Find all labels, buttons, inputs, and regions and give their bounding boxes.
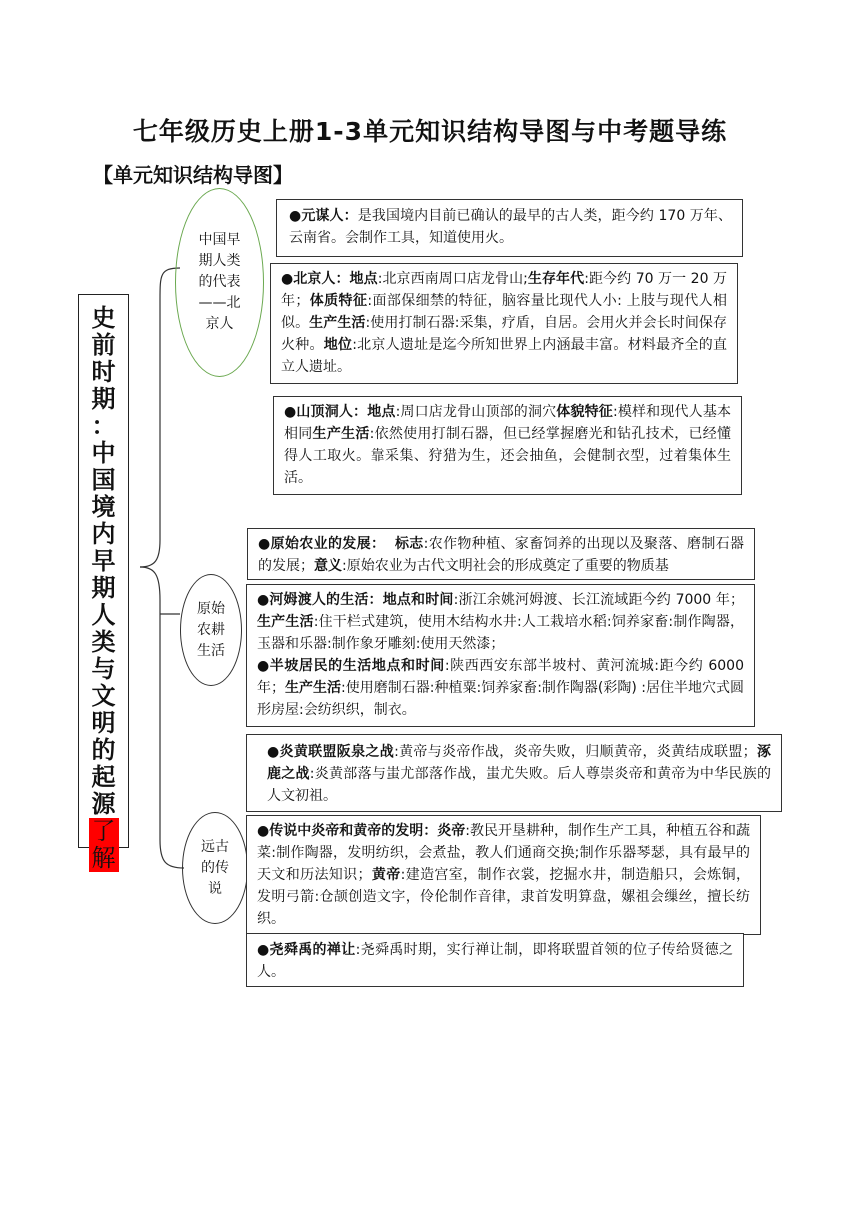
heading-hemudu-life: 生产生活: [257, 614, 314, 630]
text-peking-physique: :面部保细禁的特征，脑容量比现代人小: 上肢与现代人相似。: [281, 293, 727, 331]
text-zhuolu: :炎黄部落与蚩尤部落作战，蚩尤失败。后人尊崇炎帝和黄帝为中华民族的人文初祖。: [267, 766, 771, 804]
text-cave-appearance: :模样和现代人基本相同: [284, 404, 732, 442]
heading-peking-life: 生产生活: [309, 315, 366, 331]
main-topic-box: [78, 294, 129, 872]
box-peking-man: [270, 263, 738, 384]
text-hemudu-life: :住干栏式建筑，使用木结构水井:人工栽培水稻:饲养家畜:制作陶器，玉器和乐器:制作象牙雕刻:使用天然漆；: [257, 614, 744, 652]
branch-label-line: 远古: [201, 838, 229, 855]
heading-yandi: ●传说中炎帝和黄帝的发明：炎帝: [257, 823, 466, 839]
text-yandi: :教民开垦耕种，制作生产工具，种植五谷和蔬菜:制作陶器，发明纺织，会煮盐，教人们通商交换;制作乐器琴瑟，具有最早的天文和历法知识；: [257, 823, 751, 883]
text-banpo-life: :使用磨制石器:种植粟:饲养家畜:制作陶器(彩陶) :居住半地穴式圆形房屋:会纺织织，制衣。: [257, 680, 745, 718]
lower-brace: [140, 567, 184, 868]
box-abdication: [246, 933, 744, 987]
upper-brace: [140, 268, 180, 567]
box-yuanmou-man: [276, 199, 743, 257]
text-agri-meaning: :原始农业为古代文明社会的形成奠定了重要的物质基: [342, 558, 669, 574]
main-topic-char: 期: [91, 574, 116, 602]
main-topic-char: 前: [91, 331, 116, 359]
heading-cave-life: 生产生活: [312, 426, 370, 442]
heading-peking-era: 生存年代: [527, 271, 585, 287]
branch-label-line: 的代表: [198, 274, 241, 290]
main-topic-char: 类: [91, 628, 116, 656]
main-topic-char: 源: [91, 790, 116, 818]
main-topic-char: 境: [91, 493, 116, 521]
text-banpo-location: :陕西西安东部半坡村、黄河流城:距今约 6000 年；: [257, 658, 745, 696]
main-topic-char: 的: [91, 736, 116, 764]
text-shanrang: :尧舜禹时期，实行禅让制，即将联盟首领的位子传给贤德之人。: [257, 942, 733, 980]
main-topic-char: 起: [91, 763, 116, 791]
branch-label-line: 的传: [201, 859, 229, 876]
branch-label-line: 原始: [197, 600, 225, 617]
branch-label-line: 中国早: [198, 232, 241, 248]
section-heading: 【单元知识结构导图】: [93, 163, 293, 187]
heading-banquan: ●炎黄联盟阪泉之战: [267, 744, 395, 760]
box-inventions: [246, 815, 761, 935]
main-topic-char: 期: [91, 385, 116, 413]
heading-yuanmou: ●元谋人：: [289, 208, 358, 224]
main-topic-char: 中: [91, 439, 116, 467]
text-yuanmou: 是我国境内目前已确认的最早的古人类，距今约 170 万年、云南省。会制作工具，知道使用火。: [289, 208, 733, 246]
main-topic-char: 文: [91, 682, 116, 710]
box-upper-cave-man: [273, 396, 742, 495]
heading-cave-appearance: 体貌特征: [556, 404, 613, 420]
branch-label-line: 期人类: [198, 253, 241, 269]
branch-label-legends: [201, 837, 229, 900]
branch-ellipse-legends: [182, 812, 248, 924]
heading-peking-location: ●北京人：地点: [281, 271, 378, 287]
heading-shanrang: ●尧舜禹的禅让: [257, 942, 356, 958]
branch-ellipse-agriculture: [180, 574, 242, 686]
text-agri-sign: :农作物种植、家畜饲养的出现以及聚落、磨制石器的发展；: [258, 536, 745, 574]
main-topic-char: 明: [91, 709, 116, 737]
main-topic-char: 国: [91, 466, 116, 494]
box-battles: [246, 734, 782, 812]
heading-banpo: ●半坡居民的生活地点和时间: [257, 658, 445, 674]
heading-peking-status: 地位: [323, 337, 353, 353]
text-peking-life: :使用打制石器:采集，疗盾，自居。会用火并会长时间保存火种。: [281, 315, 728, 353]
text-huangdi: :建造宫室，制作衣裳，挖掘水井，制造船只，会炼铜，发明弓箭:仓颉创造文字，伶伦制作音律，隶首发明算盘，嫘祖会缫丝，擅长纺织。: [257, 867, 751, 927]
heading-peking-physique: 体质特征: [309, 293, 368, 309]
text-peking-location: :北京西南周口店龙骨山;: [377, 271, 528, 287]
main-topic-char: 内: [91, 520, 116, 548]
main-topic-char: ：: [91, 412, 116, 440]
heading-banpo-life: 生产生活: [285, 680, 342, 696]
text-cave-life: :依然使用打制石器，但已经掌握磨光和钻孔技术，已经懂得人工取火。靠采集、狩猎为生，还会抽鱼，会健制衣型，过着集体生活。: [284, 426, 732, 486]
branch-label-line: 生活: [197, 642, 225, 659]
text-peking-era: :距今约 70 万一 20 万年；: [281, 271, 728, 309]
document-title: 七年级历史上册1-3单元知识结构导图与中考题导练: [132, 117, 728, 146]
text-banquan: :黄帝与炎帝作战，炎帝失败，归顺黄帝，炎黄结成联盟；: [394, 744, 757, 760]
heading-agri: ●原始农业的发展：: [258, 536, 386, 552]
main-topic-highlight-char: 解: [89, 845, 119, 872]
branch-label-line: 农耕: [197, 621, 225, 638]
main-topic-char: 早: [91, 547, 116, 575]
main-topic-highlight-char: 了: [89, 818, 119, 845]
box-hemudu-banpo: [246, 584, 755, 727]
branch-label-peking-man: [199, 230, 241, 335]
branch-label-line: 京人: [205, 316, 234, 332]
branch-ellipse-peking-man: [175, 188, 264, 377]
text-hemudu-location: :浙江余姚河姆渡、长江流域距今约 7000 年；: [453, 592, 744, 608]
heading-cave-location: ●山顶洞人：地点: [284, 404, 396, 420]
branch-label-agriculture: [197, 599, 225, 662]
branch-label-line: ——北: [198, 295, 241, 311]
box-agriculture-development: [247, 528, 755, 580]
heading-agri-sign: 标志: [394, 536, 424, 552]
heading-agri-meaning: 意义: [314, 558, 342, 574]
branch-label-line: 说: [208, 880, 222, 897]
main-topic-char: 史: [91, 304, 116, 332]
text-cave-location: :周口店龙骨山顶部的洞穴: [395, 404, 557, 420]
heading-zhuolu: 涿鹿之战: [267, 744, 772, 782]
heading-huangdi: 黄帝: [371, 867, 401, 883]
main-topic-char: 与: [91, 655, 116, 683]
text-peking-status: :北京人遗址是迄今所知世界上内涵最丰富。材料最齐全的直立人遗址。: [281, 337, 728, 375]
main-topic-char: 人: [91, 601, 116, 629]
heading-hemudu: ●河姆渡人的生活：地点和时间: [257, 592, 454, 608]
main-topic-char: 时: [91, 358, 116, 386]
